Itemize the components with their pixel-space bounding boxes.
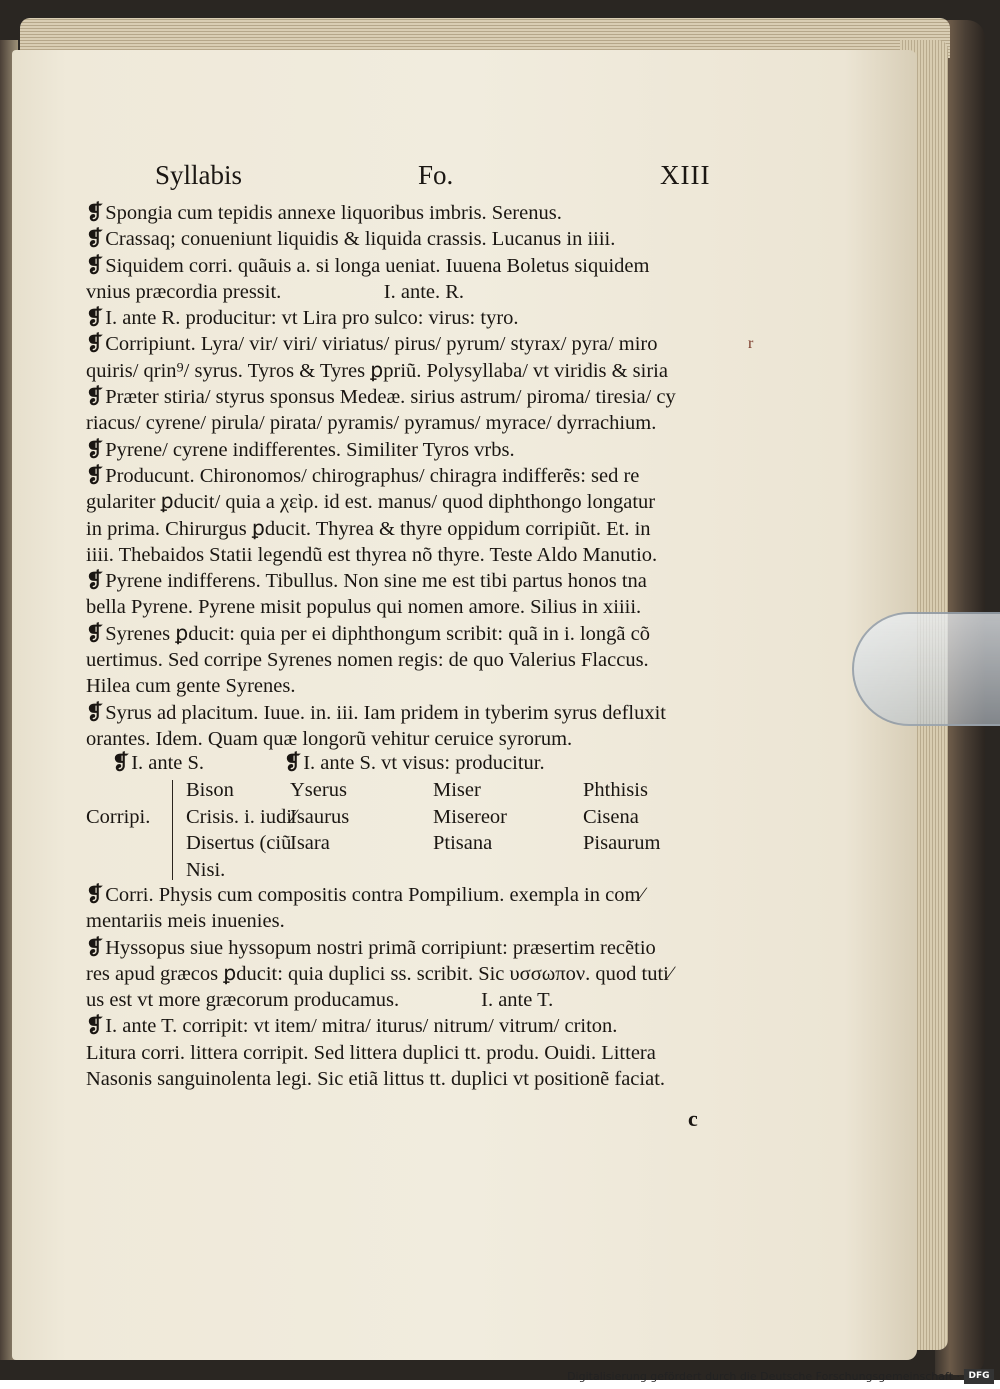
pilcrow-icon: ❡ [86,386,104,409]
text-line: ❡Syrenes ꝑducit: quia per ei diphthongum scribit: quã in i. longã cõ [86,622,650,645]
text-line: Hilea cum gente Syrenes. [86,675,296,698]
table-cell: Crisis. i. iudi∕ [186,805,296,828]
text-line: orantes. Idem. Quam quæ longorũ vehitur ceruice syrorum. [86,727,573,750]
table-cell: Misereor [433,805,508,828]
table-heading-right: ❡I. ante S. vt visus: producitur. [284,752,545,774]
text-line: ❡I. ante R. producitur: vt Lira pro sulco: virus: tyro. [86,307,519,330]
table-cell: Yserus [290,779,347,801]
table-column-4 [583,777,660,857]
table-cell: Nisi. [186,858,226,881]
text-line: ❡I. ante T. corripit: vt item/ mitra/ iturus/ nitrum/ vitrum/ criton. [86,1015,618,1038]
text-line: ❡Præter stiria/ styrus sponsus Medeæ. sirius astrum/ piroma/ tiresia/ cy [86,386,676,409]
pilcrow-icon: ❡ [86,1015,104,1038]
pilcrow-icon: ❡ [86,622,104,645]
table-cell: Miser [433,779,481,801]
text-line: res apud græcos ꝑducit: quia duplici ss. scribit. Sic υσσωπον. quod tuti∕ [86,962,673,985]
dfg-logo-icon: DFG [964,1369,994,1384]
text-line: in prima. Chirurgus ꝑducit. Thyrea & thyre oppidum corripiũt. Et. in [86,517,651,540]
pilcrow-icon: ❡ [112,752,130,774]
pilcrow-icon: ❡ [86,202,104,224]
running-head-left: Syllabis [155,160,243,190]
text-line: riacus/ cyrene/ pirula/ pirata/ pyramis/ pyramus/ myrace/ dyrrachium. [86,412,657,435]
text-line: ❡Corripiunt. Lyra/ vir/ viri/ viriatus/ pirus/ pyrum/ styrax/ pyra/ miro [86,333,658,356]
pilcrow-icon: ❡ [86,438,104,461]
text-line: Litura corri. littera corripit. Sed littera duplici tt. produ. Ouidi. Littera [86,1041,656,1064]
text-block-bottom [86,882,786,1092]
text-line: bella Pyrene. Pyrene misit populus qui nomen amore. Silius in xiiii. [86,596,642,619]
footer-credit: Digitalisierung gefördert durch die Deutsche Forschungsgemeinschaft · [567,1370,960,1383]
table-cell: Phthisis [583,779,648,801]
table-column-2 [290,777,349,857]
text-block-top [86,200,786,752]
table-cell: Cisena [583,805,639,828]
table-cell: Disertus (ciũ [186,832,292,854]
text-line: ❡Syrus ad placitum. Iuue. in. iii. Iam pridem in tyberim syrus defluxit [86,701,666,724]
pilcrow-icon: ❡ [86,936,104,959]
pilcrow-icon: ❡ [86,307,104,330]
text-line: us est vt more græcorum producamus. I. ante T. [86,989,554,1012]
pilcrow-icon: ❡ [86,333,104,356]
text-line: ❡Producunt. Chironomos/ chirographus/ chiragra indifferẽs: sed re [86,464,640,487]
text-line: ❡Pyrene indifferens. Tibullus. Non sine me est tibi partus honos tna [86,570,647,593]
signature-mark: c [688,1106,698,1131]
table-column-3 [433,777,507,857]
margin-annotation: r [748,335,754,352]
text-line: ❡Pyrene/ cyrene indifferentes. Similiter Tyros vrbs. [86,438,515,461]
pilcrow-icon: ❡ [86,570,104,593]
text-line: ❡Crassaq; conueniunt liquidis & liquida crassis. Lucanus in iiii. [86,228,616,251]
running-head-center: Fo. [418,160,454,190]
text-line: ❡Corri. Physis cum compositis contra Pompilium. exempla in com∕ [86,884,644,906]
pilcrow-icon: ❡ [284,752,302,774]
table-label: Corripi. [86,806,151,828]
text-line: ❡Hyssopus siue hyssopum nostri primã corripiunt: præsertim recẽtio [86,936,656,959]
table-heading-left: ❡I. ante S. [112,752,205,774]
pilcrow-icon: ❡ [86,228,104,251]
table-column-1 [186,777,295,883]
text-line: ❡Spongia cum tepidis annexe liquoribus imbris. Serenus. [86,202,562,224]
pilcrow-icon: ❡ [86,701,104,724]
table-cell: Isaurus [290,805,350,828]
brace-icon [172,780,183,880]
table-cell: Pisaurum [583,832,661,854]
table-cell: Ptisana [433,832,493,854]
text-line: Nasonis sanguinolenta legi. Sic etiã littus tt. duplici vt positionẽ faciat. [86,1068,666,1091]
pilcrow-icon: ❡ [86,254,104,277]
text-line: ❡Siquidem corri. quãuis a. si longa ueniat. Iuuena Boletus siquidem [86,254,650,277]
table-cell: Isara [290,832,330,854]
running-head-folio: XIII [660,160,711,190]
table-cell: Bison [186,779,234,801]
page-clip [852,612,1000,726]
text-line: iiii. Thebaidos Statii legendũ est thyrea nõ thyre. Teste Aldo Manutio. [86,543,658,566]
text-line: uertimus. Sed corripe Syrenes nomen regis: de quo Valerius Flaccus. [86,649,649,672]
text-line: quiris/ qrin⁹/ syrus. Tyros & Tyres ꝑpriũ. Polysyllaba/ vt viridis & siria [86,359,668,382]
pilcrow-icon: ❡ [86,884,104,906]
text-line: vnius præcordia pressit. I. ante. R. [86,280,465,303]
text-line: mentariis meis inuenies. [86,910,285,933]
text-line: gulariter ꝑducit/ quia a χεὶρ. id est. manus/ quod diphthongo longatur [86,491,656,514]
pilcrow-icon: ❡ [86,464,104,487]
